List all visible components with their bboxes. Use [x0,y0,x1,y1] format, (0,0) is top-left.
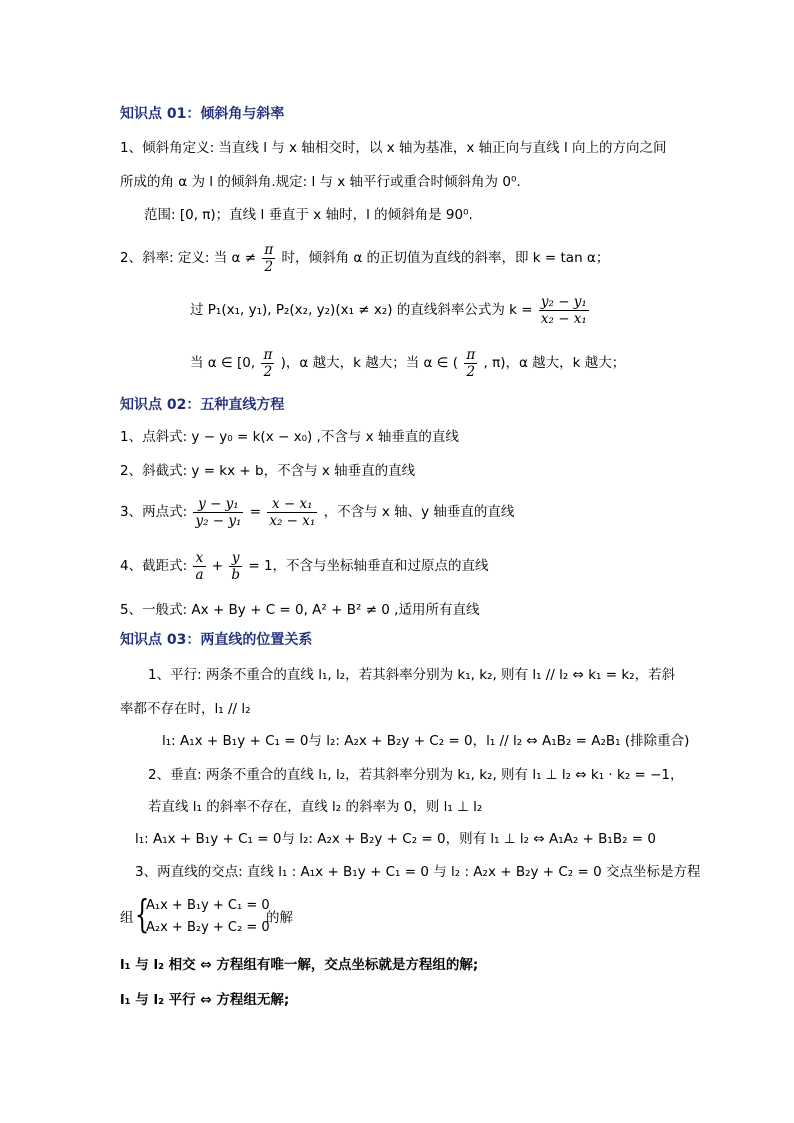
s3-line-6: l₁: A₁x + B₁y + C₁ = 0与 l₂: A₂x + B₂y + C₂ = 0，则有 l₁ ⊥ l₂ ⇔ A₁A₂ + B₁B₂ = 0 [135,831,656,847]
s1-line-4-fraction [262,242,275,275]
s3-line-4: 2、垂直: 两条不重合的直线 l₁, l₂，若其斜率分别为 k₁, k₂, 则有 l₁ ⊥ l₂ ⇔ k₁ · k₂ = −1， [148,767,684,783]
fraction-denominator: x₂ − x₁ [540,310,587,327]
s2-line-3-fraction-2 [267,496,317,529]
s1-line-4-a: 2、斜率: 定义: 当 α ≠ [120,250,257,266]
s2-line-2: 2、斜截式: y = kx + b，不含与 x 轴垂直的直线 [120,463,416,479]
s2-line-4-fraction-2 [229,550,242,583]
s1-line-1: 1、倾斜角定义: 当直线 l 与 x 轴相交时，以 x 轴为基准，x 轴正向与直线 l 向上的方向之间 [120,140,667,156]
s3-line-2: 率都不存在时，l₁ // l₂ [120,701,251,717]
plus-sign: + [211,558,224,574]
system-equation-2: A₂x + B₂y + C₂ = 0 [146,920,270,935]
s3-line-5: 若直线 l₁ 的斜率不存在，直线 l₂ 的斜率为 0，则 l₁ ⊥ l₂ [148,799,483,815]
fraction-denominator: 2 [263,363,273,380]
fraction-denominator: x₂ − x₁ [269,512,316,529]
s2-line-5: 5、一般式: Ax + By + C = 0, A² + B² ≠ 0 ,适用所有直线 [120,602,480,618]
fraction-numerator: y₂ − y₁ [540,293,587,310]
s1-line-2: 所成的角 α 为 l 的倾斜角.规定: l 与 x 轴平行或重合时倾斜角为 0⁰. [120,174,521,190]
s1-line-3: 范围: [0, π)；直线 l 垂直于 x 轴时，l 的倾斜角是 90⁰. [144,207,473,223]
equation-system-brace: { [134,892,150,936]
s1-line-5-a: 过 P₁(x₁, y₁), P₂(x₂, y₂)(x₁ ≠ x₂) 的直线斜率公式为 k = [190,302,533,318]
fraction-numerator: y − y₁ [193,496,243,513]
s3-line-3: l₁: A₁x + B₁y + C₁ = 0与 l₂: A₂x + B₂y + C₂ = 0，l₁ // l₂ ⇔ A₁B₂ = A₂B₁ (排除重合) [162,733,690,749]
fraction-denominator: b [231,566,241,583]
s1-line-6-a: 当 α ∈ [0, [190,355,256,371]
s1-line-6-fraction-2 [464,347,477,380]
s2-line-3-b: ，不含与 x 轴、y 轴垂直的直线 [323,504,515,520]
s1-line-4-b: 时，倾斜角 α 的正切值为直线的斜率，即 k = tan α； [281,250,610,266]
s3-line-8-suffix: 的解 [266,910,293,926]
s3-line-1: 1、平行: 两条不重合的直线 l₁, l₂，若其斜率分别为 k₁, k₂, 则有 l₁ // l₂ ⇔ k₁ = k₂，若斜 [148,667,676,683]
fraction-denominator: 2 [466,363,476,380]
s2-line-3 [120,494,514,530]
fraction-denominator: 2 [264,258,274,275]
fraction-numerator: x [193,550,205,567]
s2-line-4-b: = 1，不含与坐标轴垂直和过原点的直线 [248,558,489,574]
fraction-numerator: π [263,346,273,363]
s3-line-10: l₁ 与 l₂ 平行 ⇔ 方程组无解; [120,992,290,1008]
s2-line-3-fraction-1 [193,496,243,529]
fraction-numerator: y [229,550,242,567]
equals-sign: = [249,504,262,520]
s1-line-4 [120,240,609,276]
s2-line-4-fraction-1 [193,550,205,583]
s2-line-1: 1、点斜式: y − y₀ = k(x − x₀) ,不含与 x 轴垂直的直线 [120,429,459,445]
s3-line-9: l₁ 与 l₂ 相交 ⇔ 方程组有唯一解，交点坐标就是方程组的解; [120,957,479,973]
s1-line-6-b: )，α 越大，k 越大；当 α ∈ ( [280,355,459,371]
s1-line-5 [190,292,591,328]
fraction-denominator: a [195,566,204,583]
fraction-numerator: π [466,346,476,363]
s1-line-5-fraction [539,294,589,327]
system-equation-1: A₁x + B₁y + C₁ = 0 [146,898,270,913]
s1-line-6-fraction-1 [261,347,274,380]
section-heading-1: 知识点 01：倾斜角与斜率 [120,106,285,122]
fraction-numerator: π [264,241,274,258]
s2-line-4-a: 4、截距式: [120,558,188,574]
s2-line-3-a: 3、两点式: [120,504,188,520]
s1-line-6-c: , π)，α 越大，k 越大； [483,355,626,371]
section-heading-2: 知识点 02：五种直线方程 [120,397,285,413]
section-heading-3: 知识点 03：两直线的位置关系 [120,632,313,648]
s1-line-6 [190,345,625,381]
s2-line-4 [120,548,489,584]
s3-line-8-prefix: 组 [120,910,134,926]
s3-line-7: 3、两直线的交点: 直线 l₁ : A₁x + B₁y + C₁ = 0 与 l₂ : A₂x + B₂y + C₂ = 0 交点坐标是方程 [135,864,701,880]
fraction-numerator: x − x₁ [267,496,317,513]
fraction-denominator: y₂ − y₁ [195,512,242,529]
